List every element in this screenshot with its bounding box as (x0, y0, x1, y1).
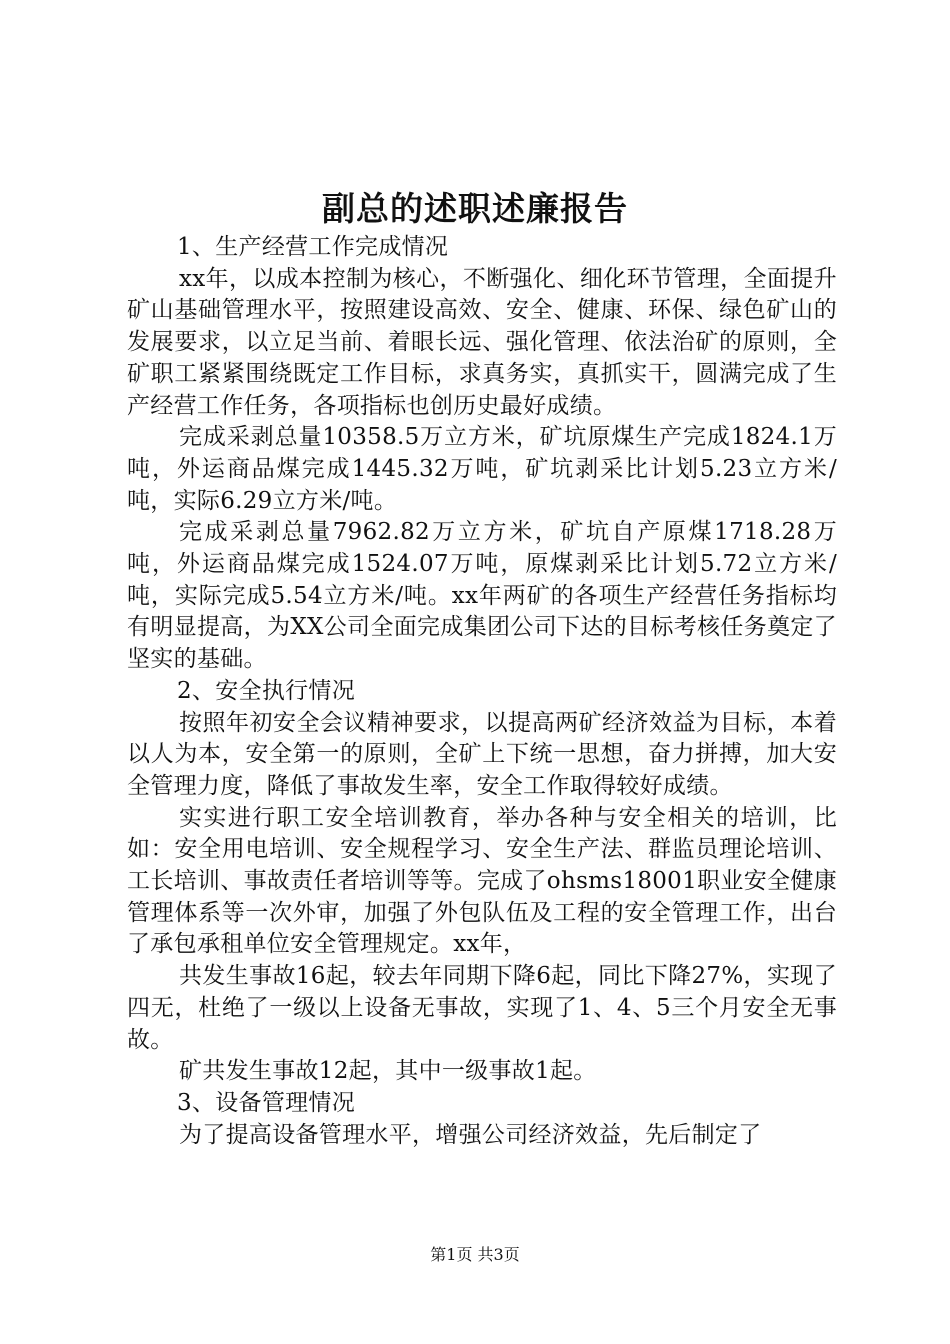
document-title: 副总的述职述廉报告 (322, 189, 628, 228)
paragraph-safety-incidents-1: 共发生事故16起，较去年同期下降6起，同比下降27%，实现了四无，杜绝了一级以上设备无事故，实现了1、4、5三个月安全无事故。 (127, 963, 837, 1053)
section-heading-equipment: 3、设备管理情况 (177, 1089, 356, 1116)
paragraph-safety-incidents-2: 矿共发生事故12起，其中一级事故1起。 (179, 1058, 597, 1085)
paragraph-safety-training: 实实进行职工安全培训教育，举办各种与安全相关的培训，比如：安全用电培训、安全规程学习、安全生产法、群监员理论培训、工长培训、事故责任者培训等等。完成了ohsms18001职业安全健康管理体系等一次外审，加强了外包队伍及工程的安全管理工作，出台了承包承租单位安全管理规定。xx年， (127, 804, 837, 958)
section-heading-safety: 2、安全执行情况 (177, 677, 356, 704)
paragraph-production-overview: xx年，以成本控制为核心，不断强化、细化环节管理，全面提升矿山基础管理水平，按照建设高效、安全、健康、环保、绿色矿山的发展要求，以立足当前、着眼长远、强化管理、依法治矿的原则，全矿职工紧紧围绕既定工作目标，求真务实，真抓实干，圆满完成了生产经营工作任务，各项指标也创历史最好成绩。 (127, 265, 837, 419)
paragraph-safety-overview: 按照年初安全会议精神要求，以提高两矿经济效益为目标，本着以人为本，安全第一的原则，全矿上下统一思想，奋力拼搏，加大安全管理力度，降低了事故发生率，安全工作取得较好成绩。 (127, 709, 837, 799)
paragraph-production-figures-1: 完成采剥总量10358.5万立方米，矿坑原煤生产完成1824.1万吨，外运商品煤完成1445.32万吨，矿坑剥采比计划5.23立方米/吨，实际6.29立方米/吨。 (127, 424, 837, 514)
paragraph-production-figures-2: 完成采剥总量7962.82万立方米，矿坑自产原煤1718.28万吨，外运商品煤完成1524.07万吨，原煤剥采比计划5.72立方米/吨，实际完成5.54立方米/吨。xx年两矿的各项生产经营任务指标均有明显提高，为XX公司全面完成集团公司下达的目标考核任务奠定了坚实的基础。 (127, 519, 837, 673)
page-number-footer: 第1页 共3页 (430, 1245, 520, 1264)
paragraph-equipment-overview: 为了提高设备管理水平，增强公司经济效益，先后制定了 (179, 1121, 762, 1148)
document-body (127, 232, 837, 1151)
section-heading-production: 1、生产经营工作完成情况 (177, 234, 449, 260)
